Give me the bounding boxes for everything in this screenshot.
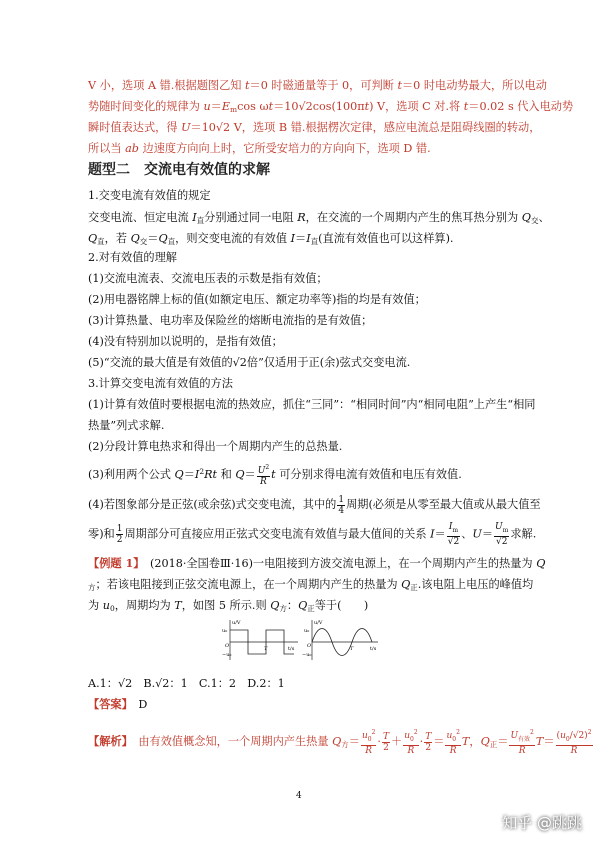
square-neg-u0-label: −u₀ bbox=[222, 652, 232, 658]
sine-y-label: u/V bbox=[314, 620, 323, 626]
square-y-label: u/V bbox=[232, 620, 241, 626]
p2-item-3: (3)计算热量、电功率及保险丝的熔断电流指的是有效值； bbox=[88, 314, 373, 327]
intro-line-3: 瞬时值表达式，得 U＝10√2 V，选项 B 错.根据楞次定律，感应电流总是阻碍线圈的转动， bbox=[88, 121, 541, 134]
p3-item-3: (3)利用两个公式 $Q=I^2Rt$ 和 Q＝ $\frac{U^2}{R}$ t 可分别求得电流有效值和电压有效值. bbox=[88, 464, 462, 487]
example-line-1: 【例题 1】 (2018·全国卷Ⅲ·16)一电阻接到方波交流电源上，在一个周期内产生的热量为 Q bbox=[88, 556, 546, 570]
p1-line-2: $Q_直$，若 $Q_交=Q_直$，则交变电流的有效值 $I=I_直$(直流有效值也可以这样算). bbox=[88, 232, 454, 246]
analysis-tag: 【解析】 bbox=[88, 734, 128, 748]
watermark: 知乎 @跳跳 bbox=[502, 814, 582, 832]
square-origin-label: O bbox=[225, 643, 230, 649]
answer-line bbox=[88, 697, 528, 712]
p3-item-4a: (4)若图象部分是正弦(或余弦)式交变电流，其中的 $\frac{1}{4}$ 周期(必须是从零至最大值或从最大值至 bbox=[88, 494, 541, 516]
sine-t-label: t/s bbox=[370, 646, 377, 652]
waveform-figure bbox=[222, 618, 380, 662]
intro-line-2: 势随时间变化的规律为 $u=E_m\cos$ ωt＝10√2cos(100πt) V，选项 C 对.将 t＝0.02 s 代入电动势 bbox=[88, 100, 574, 114]
p2-item-2: (2)用电器铭牌上标的值(如额定电压、额定功率等)指的均是有效值； bbox=[88, 293, 426, 306]
p2-item-5: (5)“交流的最大值是有效值的√2倍”仅适用于正(余)弦式交变电流. bbox=[88, 356, 411, 369]
answer-value: D bbox=[138, 698, 148, 711]
answer-tag: 【答案】 bbox=[88, 697, 128, 711]
p2-title: 2.对有效值的理解 bbox=[88, 251, 177, 264]
example-line-3: 为 $u_0$，周期均为 T，如图 5 所示.则 $Q_方$：$Q_正$等于( ) bbox=[88, 599, 369, 613]
p3-item-2: (2)分段计算电热求和得出一个周期内产生的总热量. bbox=[88, 440, 343, 453]
sine-period-label: T bbox=[350, 646, 354, 652]
square-period-label: T bbox=[264, 646, 268, 652]
example-tag: 【例题 1】 bbox=[88, 556, 139, 570]
analysis-line: 【解析】 由有效值概念知，一个周期内产生热量 $Q_方=$ $\frac{u_0^2}{R}$ · $\frac{T}{2}$ ＋ $\frac{u_0^2}{R}$ · $\frac{T}{2}$ ＝ $\frac{u_0^2}{R}$ T，$Q_正=$ $\frac{U_{有效}^2}{R}$ T＝ $\frac{(u_0/√2)^2}{R}$ bbox=[88, 729, 592, 756]
square-t-label: t/s bbox=[288, 646, 295, 652]
section-title: 题型二 交流电有效值的求解 bbox=[88, 162, 270, 178]
p3-item-1b: 热量”列式求解. bbox=[88, 419, 165, 432]
example-options: A.1：√2 B.√2：1 C.1：2 D.2：1 bbox=[88, 677, 285, 690]
page-number: 4 bbox=[296, 791, 302, 801]
intro-line-1: V 小，选项 A 错.根据题图乙知 t＝0 时磁通量等于 0，可判断 t＝0 时电动势最大，所以电动 bbox=[88, 79, 547, 92]
p1-line-1: 交变电流、恒定电流 $I_直$分别通过同一电阻 R，在交流的一个周期内产生的焦耳热分别为 $Q_交$、 bbox=[88, 211, 550, 225]
example-line-2: $_方$；若该电阻接到正弦交流电源上，在一个周期内产生的热量为 $Q_正$.该电阻上电压的峰值均 bbox=[88, 578, 534, 592]
p2-item-4: (4)没有特别加以说明的，是指有效值； bbox=[88, 335, 283, 348]
sine-origin-label: O bbox=[307, 643, 312, 649]
p3-item-4b: 零)和 $\frac{1}{2}$ 周期部分可直接应用正弦式交变电流有效值与最大值间的关系 I＝ $\frac{I_m}{√2}$ 、U＝ $\frac{U_m}{√2}$ 求解. bbox=[88, 522, 537, 547]
p3-item-1a: (1)计算有效值时要根据电流的热效应，抓住“三同”：“相同时间”内“相同电阻”上产生“相同 bbox=[88, 398, 536, 411]
intro-line-4: 所以当 ab 边速度方向向上时，它所受安培力的方向向下，选项 D 错. bbox=[88, 142, 431, 155]
square-u0-label: u₀ bbox=[222, 628, 228, 634]
sine-u0-label: u₀ bbox=[304, 628, 310, 634]
p3-title: 3.计算交变电流有效值的方法 bbox=[88, 377, 233, 390]
p2-item-1: (1)交流电流表、交流电压表的示数是指有效值； bbox=[88, 272, 328, 285]
sine-neg-u0-label: −u₀ bbox=[302, 652, 312, 658]
p1-title: 1.交变电流有效值的规定 bbox=[88, 189, 211, 202]
